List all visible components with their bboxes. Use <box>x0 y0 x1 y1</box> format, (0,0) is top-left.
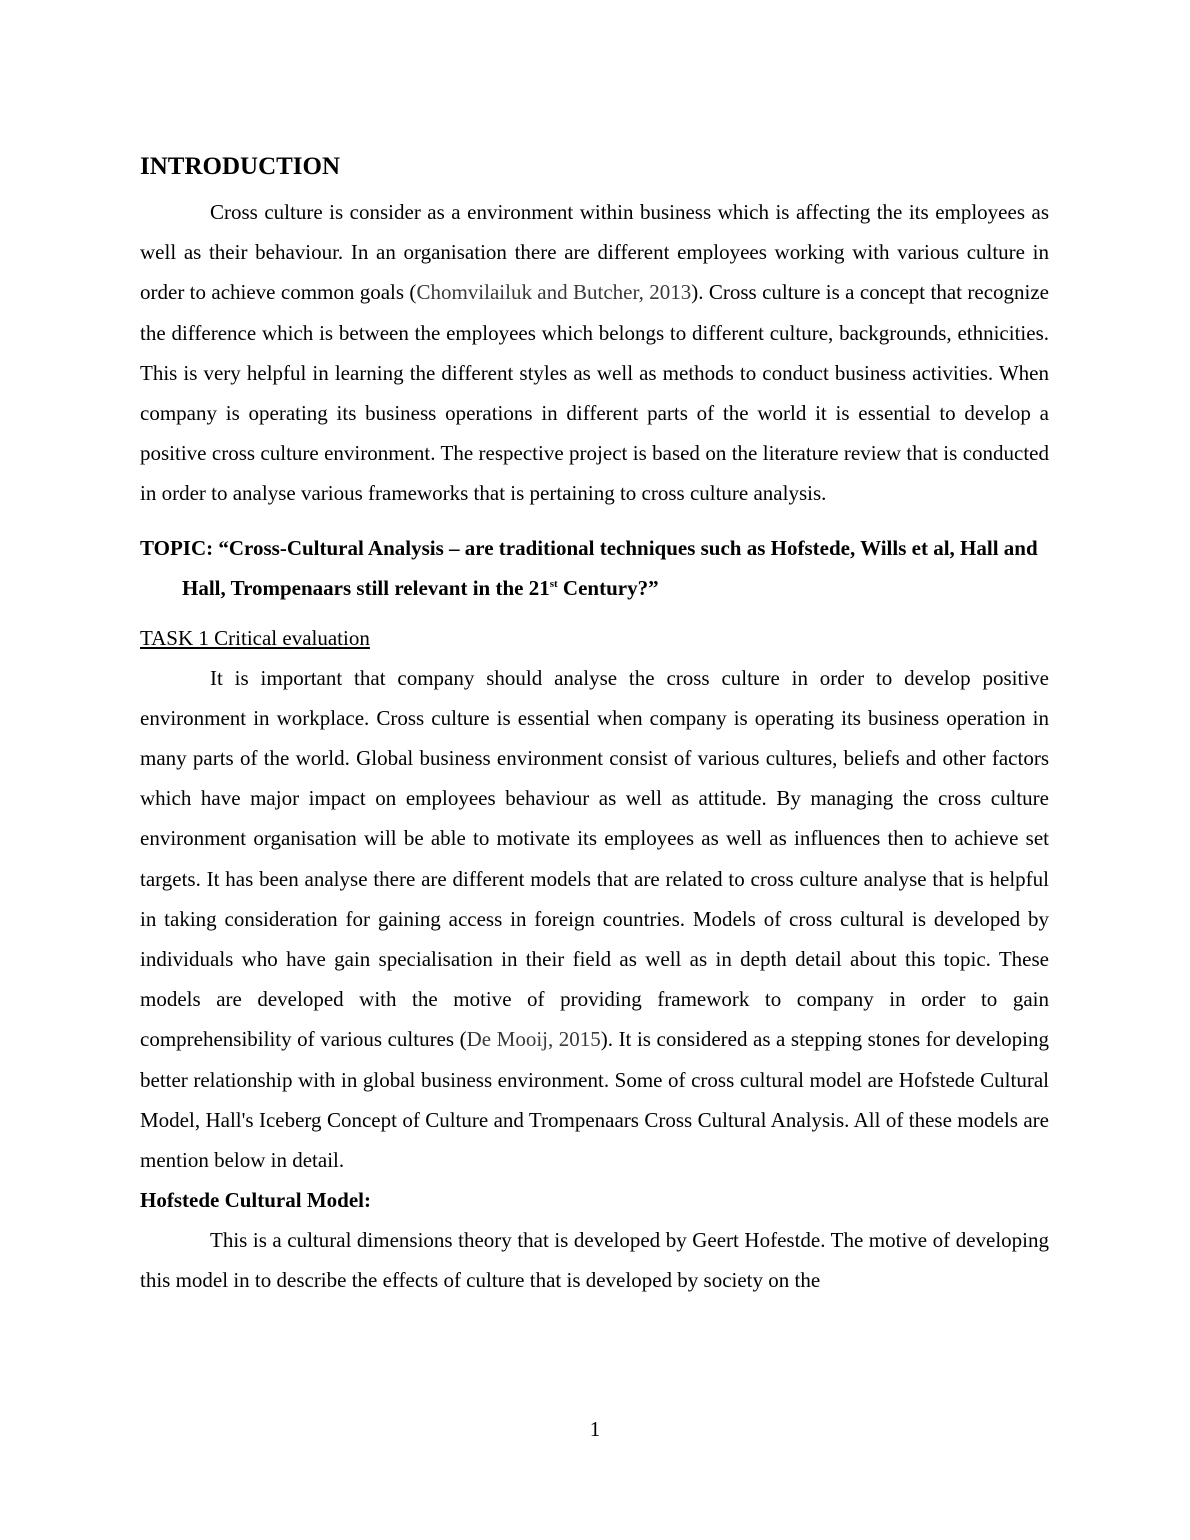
task1-paragraph <box>140 658 1049 1181</box>
topic-text-a: TOPIC: “Cross-Cultural Analysis – are traditional techniques such as Hofstede, Wills et al, Hall and Hall, Trompenaars still relevant in the 21 <box>140 535 1038 600</box>
topic-heading <box>140 528 1049 608</box>
introduction-text-b: ). Cross culture is a concept that recognize the difference which is between the employees which belongs to different culture, backgrounds, ethnicities. This is very helpful in learning the different styles as well as methods to conduct business activities. When company is operating its business operations in different parts of the world it is essential to develop a positive cross culture environment. The respective project is based on the literature review that is conducted in order to analyse various frameworks that is pertaining to cross culture analysis. <box>140 280 1049 506</box>
introduction-heading: INTRODUCTION <box>140 153 341 180</box>
task1-text-b: ). It is considered as a stepping stones for developing better relationship with in global business environment. Some of cross cultural model are Hofstede Cultural Model, Hall's Iceberg Concept of Culture and Trompenaars Cross Cultural Analysis. All of these models are mention below in detail. <box>140 1027 1049 1173</box>
hofstede-heading: Hofstede Cultural Model: <box>140 1188 371 1213</box>
task1-text-a: It is important that company should analyse the cross culture in order to develop positive environment in workplace. Cross culture is essential when company is operating its business operation in many parts of the world. Global business environment consist of various cultures, beliefs and other factors which have major impact on employees behaviour as well as attitude. By managing the cross culture environment organisation will be able to motivate its employees as well as influences then to achieve set targets. It has been analyse there are different models that are related to cross culture analyse that is helpful in taking consideration for gaining access in foreign countries. Models of cross cultural is developed by individuals who have gain specialisation in their field as well as in depth detail about this topic. These models are developed with the motive of providing framework to company in order to gain comprehensibility of various cultures ( <box>140 665 1049 1052</box>
page-number: 1 <box>589 1417 601 1441</box>
document-page <box>140 150 1049 1301</box>
hofstede-paragraph: This is a cultural dimensions theory that is developed by Geert Hofestde. The motive of developing this model in to describe the effects of culture that is developed by society on the <box>140 1228 1049 1293</box>
introduction-paragraph <box>140 192 1049 514</box>
introduction-text-a: Cross culture is consider as a environment within business which is affecting the its employees as well as their behaviour. In an organisation there are different employees working with various culture in order to achieve common goals ( <box>140 200 1049 305</box>
citation-de-mooij: De Mooij, 2015 <box>466 1027 601 1052</box>
task1-heading: TASK 1 Critical evaluation <box>140 625 370 650</box>
citation-chomvilailuk: Chomvilailuk and Butcher, 2013 <box>416 280 692 305</box>
topic-text-b: Century?” <box>557 575 659 600</box>
topic-superscript: st <box>549 577 558 590</box>
